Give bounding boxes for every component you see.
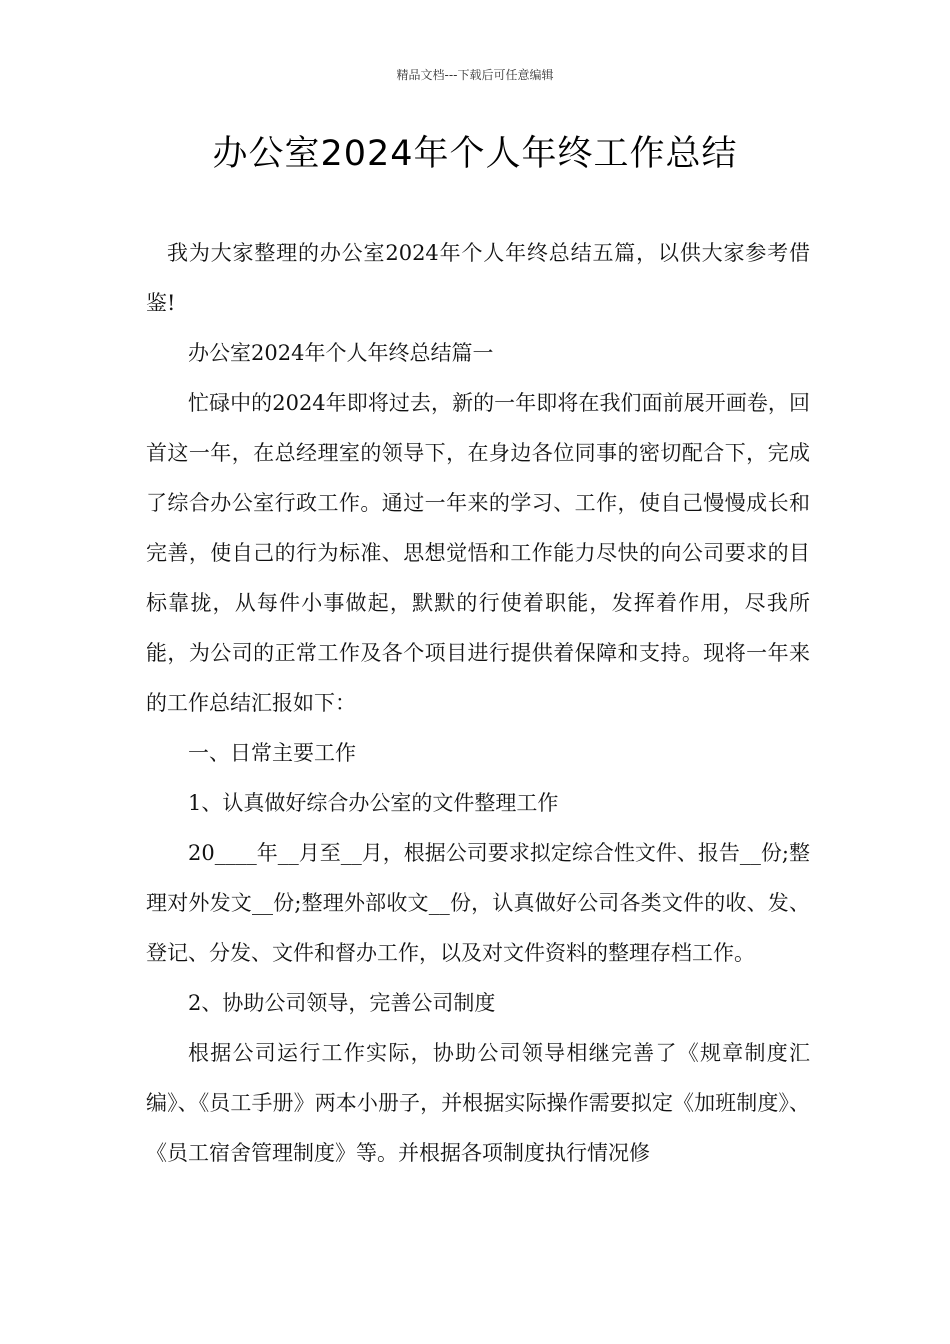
document-body [146, 228, 810, 1178]
paragraph: 忙碌中的2024年即将过去，新的一年即将在我们面前展开画卷，回首这一年，在总经理室的领导下，在身边各位同事的密切配合下，完成了综合办公室行政工作。通过一年来的学习、工作，使自己慢慢成长和完善，使自己的行为标准、思想觉悟和工作能力尽快的向公司要求的目标靠拢，从每件小事做起，默默的行使着职能，发挥着作用，尽我所能，为公司的正常工作及各个项目进行提供着保障和支持。现将一年来的工作总结汇报如下： [146, 391, 810, 715]
paragraph: 20____年__月至__月，根据公司要求拟定综合性文件、报告__份;整理对外发文__份;整理外部收文__份，认真做好公司各类文件的收、发、登记、分发、文件和督办工作，以及对文件资料的整理存档工作。 [146, 841, 810, 965]
subsection-heading: 2、协助公司领导，完善公司制度 [188, 991, 496, 1015]
header-note: 精品文档---下载后可任意编辑 [396, 68, 554, 82]
intro-paragraph: 我为大家整理的办公室2024年个人年终总结五篇，以供大家参考借鉴! [146, 241, 810, 315]
paragraph: 根据公司运行工作实际，协助公司领导相继完善了《规章制度汇编》、《员工手册》两本小册子，并根据实际操作需要拟定《加班制度》、《员工宿舍管理制度》等。并根据各项制度执行情况修 [146, 1041, 810, 1165]
subsection-heading: 1、认真做好综合办公室的文件整理工作 [188, 791, 559, 815]
document-title: 办公室2024年个人年终工作总结 [212, 134, 738, 174]
section-heading: 一、日常主要工作 [188, 741, 356, 765]
section-heading: 办公室2024年个人年终总结篇一 [188, 341, 494, 365]
